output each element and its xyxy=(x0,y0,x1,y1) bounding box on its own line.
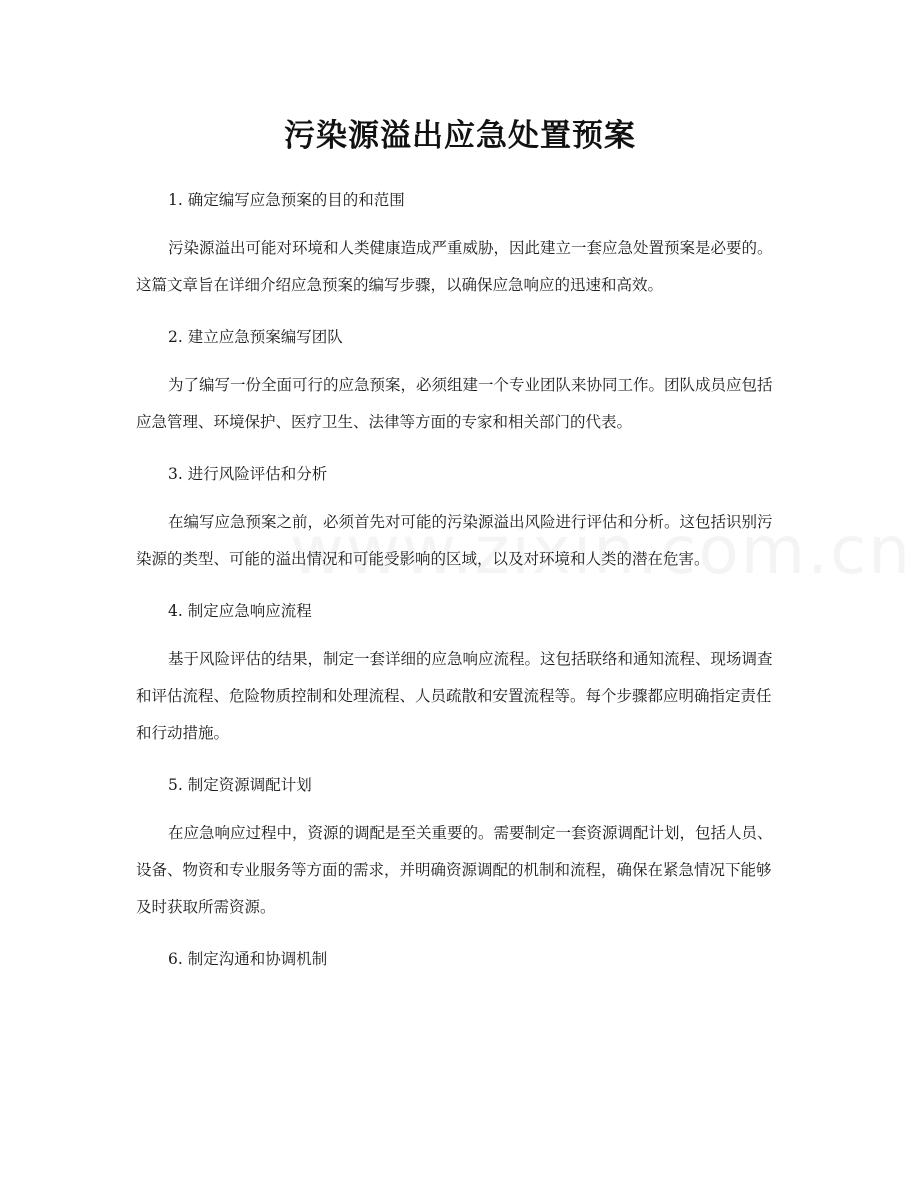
section-5 xyxy=(136,771,786,945)
section-2 xyxy=(136,323,786,460)
section-heading: 2. 建立应急预案编写团队 xyxy=(168,328,343,346)
page-title: 污染源溢出应急处置预案 xyxy=(284,118,636,154)
section-paragraph: 基于风险评估的结果，制定一套详细的应急响应流程。这包括联络和通知流程、现场调查和评估流程、危险物质控制和处理流程、人员疏散和安置流程等。每个步骤都应明确指定责任和行动措施。 xyxy=(136,650,773,742)
section-1 xyxy=(136,186,786,323)
section-heading: 5. 制定资源调配计划 xyxy=(168,776,312,794)
document-body xyxy=(136,186,786,973)
section-6 xyxy=(136,945,786,973)
section-3 xyxy=(136,460,786,597)
section-paragraph: 在应急响应过程中，资源的调配是至关重要的。需要制定一套资源调配计划，包括人员、设备、物资和专业服务等方面的需求，并明确资源调配的机制和流程，确保在紧急情况下能够及时获取所需资源。 xyxy=(136,824,773,916)
section-heading: 3. 进行风险评估和分析 xyxy=(168,465,328,483)
section-heading: 1. 确定编写应急预案的目的和范围 xyxy=(168,191,405,209)
section-paragraph: 污染源溢出可能对环境和人类健康造成严重威胁，因此建立一套应急处置预案是必要的。这篇文章旨在详细介绍应急预案的编写步骤，以确保应急响应的迅速和高效。 xyxy=(136,239,773,294)
section-heading: 6. 制定沟通和协调机制 xyxy=(168,950,328,968)
section-heading: 4. 制定应急响应流程 xyxy=(168,602,312,620)
section-4 xyxy=(136,597,786,771)
section-paragraph: 为了编写一份全面可行的应急预案，必须组建一个专业团队来协同工作。团队成员应包括应急管理、环境保护、医疗卫生、法律等方面的专家和相关部门的代表。 xyxy=(136,376,773,431)
section-paragraph: 在编写应急预案之前，必须首先对可能的污染源溢出风险进行评估和分析。这包括识别污染源的类型、可能的溢出情况和可能受影响的区域，以及对环境和人类的潜在危害。 xyxy=(136,513,773,568)
